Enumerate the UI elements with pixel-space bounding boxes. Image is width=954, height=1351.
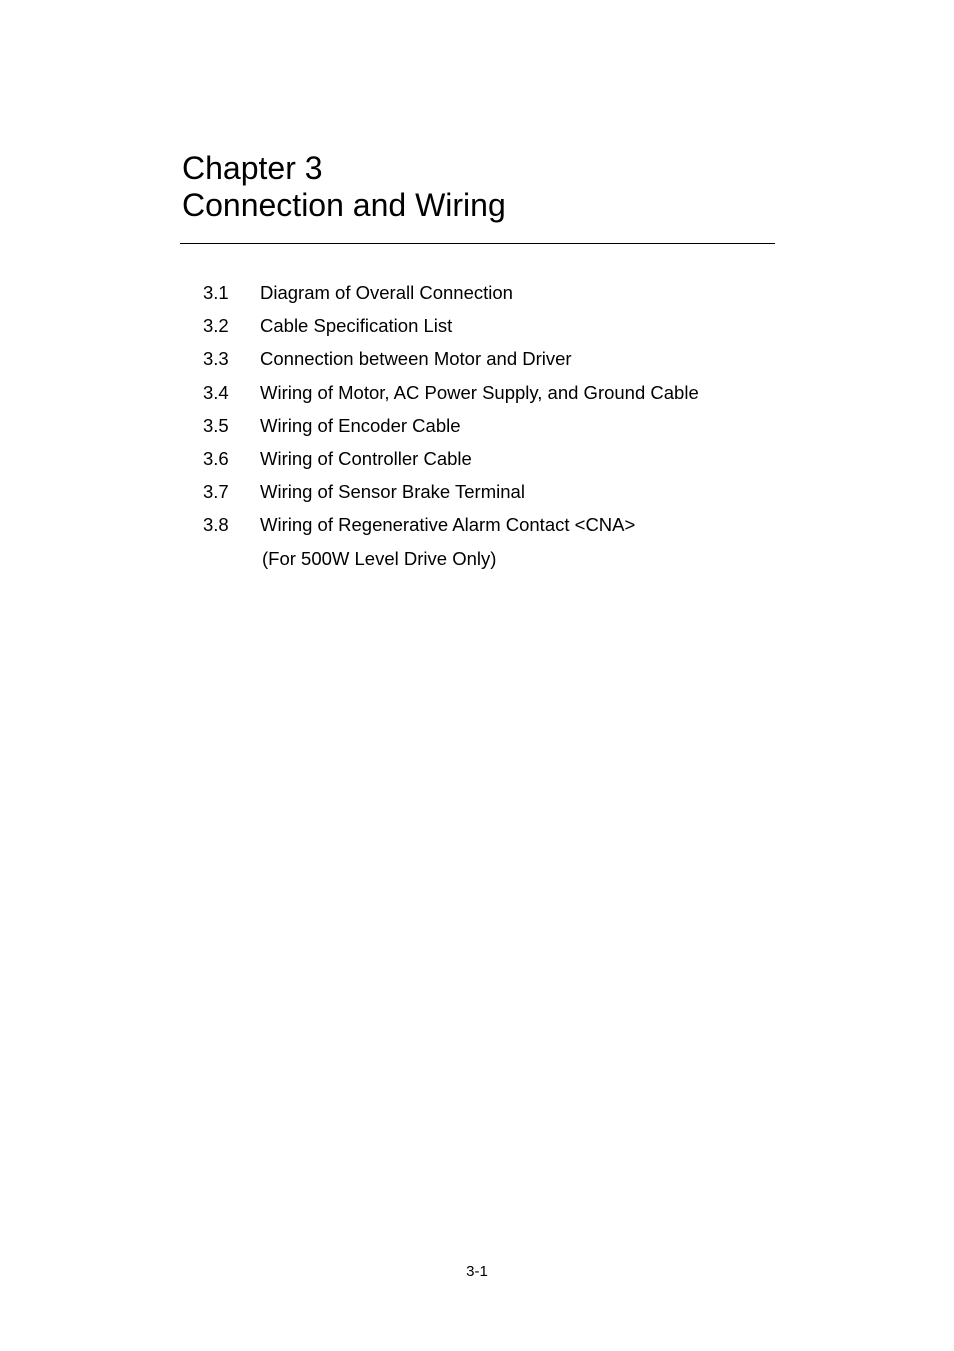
toc-item-number: 3.1: [203, 282, 229, 303]
toc-item: [203, 313, 699, 346]
toc-item-title: Wiring of Controller Cable: [260, 447, 472, 469]
toc-item-title: Connection between Motor and Driver: [260, 348, 572, 370]
toc-item-title: Wiring of Sensor Brake Terminal: [260, 481, 525, 503]
toc-item-title: Wiring of Regenerative Alarm Contact <CNA>: [260, 514, 636, 536]
toc-item-number: 3.2: [203, 315, 229, 337]
toc-item-title: Cable Specification List: [260, 315, 453, 337]
toc-item: [203, 280, 699, 313]
toc-item-number: 3.5: [203, 414, 229, 436]
toc-item-number: 3.6: [203, 447, 229, 469]
toc-item: [203, 380, 699, 413]
toc-item-number: 3.7: [203, 481, 229, 503]
chapter-contents-list: [203, 280, 699, 579]
toc-item-title: Diagram of Overall Connection: [260, 282, 513, 303]
toc-item: [203, 512, 699, 545]
toc-item-title: Wiring of Encoder Cable: [260, 414, 461, 436]
toc-item-title: Wiring of Motor, AC Power Supply, and Ground Cable: [260, 381, 699, 403]
toc-item-number: 3.8: [203, 514, 229, 536]
heading-divider: [180, 243, 775, 244]
chapter-heading: [182, 150, 506, 224]
chapter-title: Connection and Wiring: [182, 187, 506, 223]
page-number: 3-1: [466, 1263, 488, 1280]
chapter-number: Chapter 3: [182, 150, 323, 186]
toc-item: [203, 479, 699, 512]
toc-item-continuation: (For 500W Level Drive Only): [262, 547, 497, 569]
toc-item: [203, 446, 699, 479]
toc-item: [203, 413, 699, 446]
toc-item-number: 3.4: [203, 381, 229, 403]
toc-item-number: 3.3: [203, 348, 229, 370]
toc-item: [203, 346, 699, 379]
